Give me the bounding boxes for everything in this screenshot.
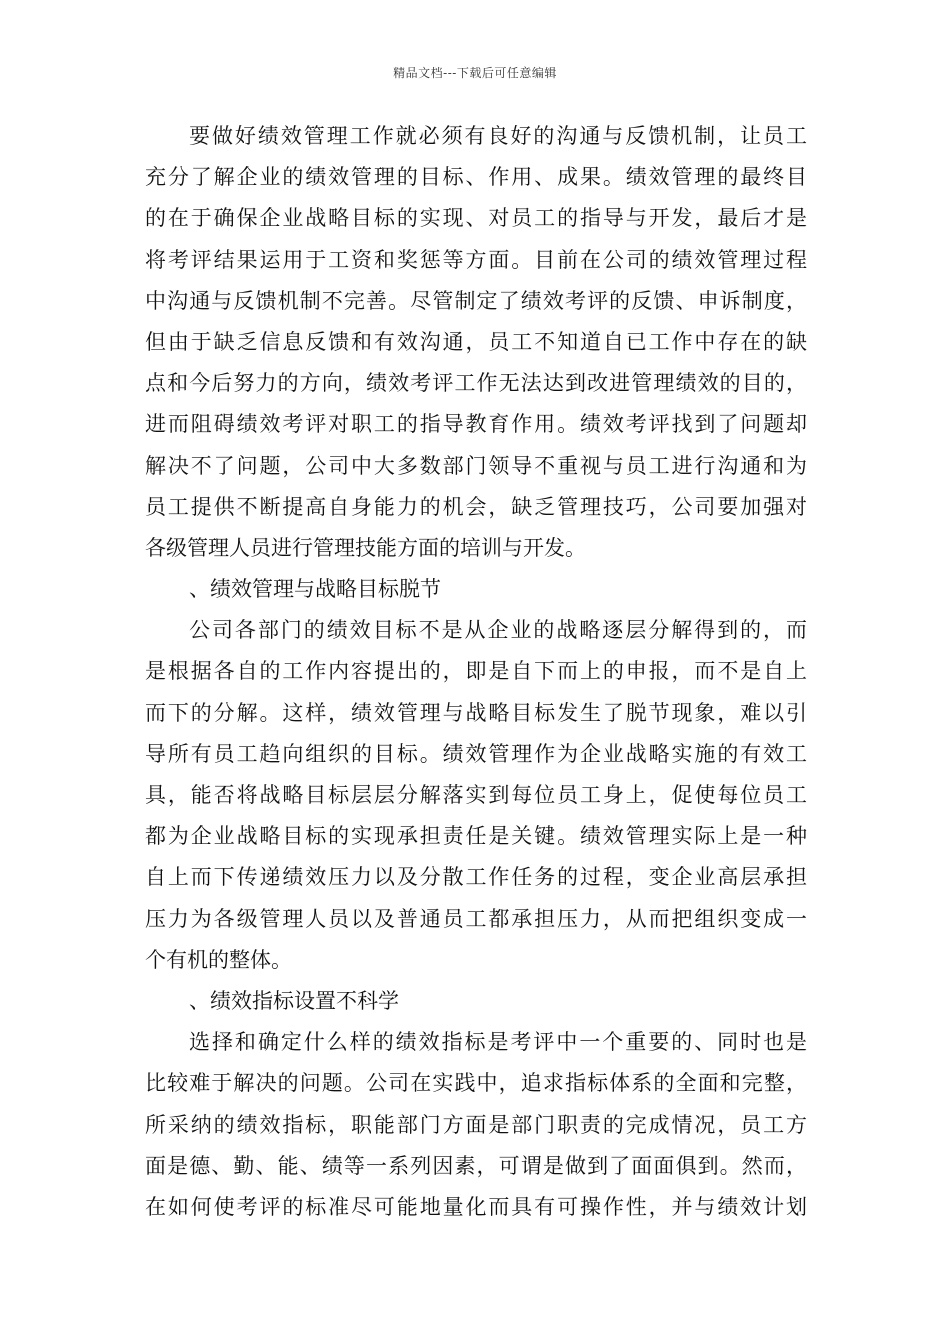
paragraph-line: 自上而下传递绩效压力以及分散工作任务的过程，变企业高层承担	[145, 865, 807, 890]
paragraph-line: 在如何使考评的标准尽可能地量化而具有可操作性，并与绩效计划	[145, 1194, 807, 1219]
paragraph-line: 面是德、勤、能、绩等一系列因素，可谓是做到了面面俱到。然而，	[145, 1153, 807, 1178]
paragraph-line: 进而阻碍绩效考评对职工的指导教育作用。绩效考评找到了问题却	[145, 412, 807, 437]
paragraph-line: 而下的分解。这样，绩效管理与战略目标发生了脱节现象，难以引	[145, 700, 807, 725]
paragraph-line: 导所有员工趋向组织的目标。绩效管理作为企业战略实施的有效工	[145, 741, 807, 766]
paragraph-line: 选择和确定什么样的绩效指标是考评中一个重要的、同时也是	[189, 1030, 807, 1055]
paragraph-line: 公司各部门的绩效目标不是从企业的战略逐层分解得到的，而	[189, 618, 807, 643]
paragraph-line: 中沟通与反馈机制不完善。尽管制定了绩效考评的反馈、申诉制度，	[145, 288, 807, 313]
paragraph	[145, 610, 807, 981]
paragraph-line: 个有机的整体。	[145, 947, 292, 972]
paragraph-line: 解决不了问题，公司中大多数部门领导不重视与员工进行沟通和为	[145, 453, 807, 478]
paragraph-line: 将考评结果运用于工资和奖惩等方面。目前在公司的绩效管理过程	[145, 247, 807, 272]
paragraph-line: 是根据各自的工作内容提出的，即是自下而上的申报，而不是自上	[145, 659, 807, 684]
paragraph-line: 都为企业战略目标的实现承担责任是关键。绩效管理实际上是一种	[145, 824, 807, 849]
paragraph-line: 员工提供不断提高自身能力的机会，缺乏管理技巧，公司要加强对	[145, 494, 807, 519]
section-heading-text: 、绩效管理与战略目标脱节	[189, 577, 441, 602]
paragraph-line: 点和今后努力的方向，绩效考评工作无法达到改进管理绩效的目的，	[145, 371, 807, 396]
paragraph	[145, 1022, 807, 1228]
paragraph-line: 但由于缺乏信息反馈和有效沟通，员工不知道自已工作中存在的缺	[145, 329, 807, 354]
paragraph-line: 要做好绩效管理工作就必须有良好的沟通与反馈机制，让员工	[189, 124, 807, 148]
paragraph-line: 的在于确保企业战略目标的实现、对员工的指导与开发，最后才是	[145, 206, 807, 231]
section-heading	[145, 569, 807, 610]
document-body	[145, 116, 807, 1228]
paragraph-line: 各级管理人员进行管理技能方面的培训与开发。	[145, 535, 586, 560]
paragraph-line: 充分了解企业的绩效管理的目标、作用、成果。绩效管理的最终目	[145, 165, 807, 190]
section-heading-text: 、绩效指标设置不科学	[189, 988, 399, 1013]
section-heading	[145, 981, 807, 1022]
paragraph	[145, 116, 807, 569]
paragraph-line: 比较难于解决的问题。公司在实践中，追求指标体系的全面和完整，	[145, 1071, 807, 1096]
paragraph-line: 所采纳的绩效指标，职能部门方面是部门职责的完成情况，员工方	[145, 1112, 807, 1137]
page-header: 精品文档---下载后可任意编辑	[393, 66, 557, 80]
paragraph-line: 压力为各级管理人员以及普通员工都承担压力，从而把组织变成一	[145, 906, 807, 931]
paragraph-line: 具，能否将战略目标层层分解落实到每位员工身上，促使每位员工	[145, 783, 807, 807]
